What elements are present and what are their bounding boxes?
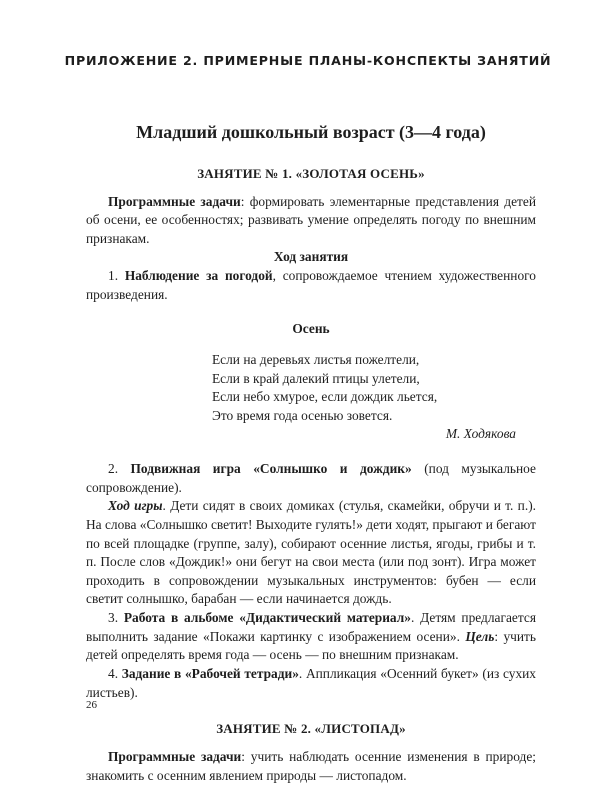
step-1 <box>86 267 536 304</box>
game-description <box>86 497 536 609</box>
step-4-number: 4. <box>108 665 122 681</box>
spacer <box>86 702 536 720</box>
poem-line: Если небо хмурое, если дождик льется, <box>212 389 438 405</box>
step-3-number: 3. <box>108 610 124 626</box>
step-4-text: . Аппликация «Осенний букет» (из сухих листьев). <box>86 665 537 700</box>
step-1-label: Наблюдение за погодой <box>124 268 273 284</box>
step-4-label: Задание в «Рабочей тетради» <box>121 665 299 681</box>
step-3-goal-text: : учить детей определять время года — осень — по внешним признакам. <box>86 628 537 663</box>
lesson1-program-tasks <box>86 193 536 249</box>
step-3 <box>86 609 536 665</box>
step-2-number: 2. <box>108 461 131 477</box>
step-2 <box>86 460 536 497</box>
poem-author: М. Ходякова <box>445 426 516 442</box>
game-label: Ход игры <box>108 498 163 514</box>
lesson2-program-tasks <box>86 748 536 785</box>
poem-title: Осень <box>292 321 330 337</box>
step-2-label: Подвижная игра «Солнышко и дождик» <box>130 461 412 477</box>
step-2-text: (под музыкальное сопровождение). <box>86 461 536 495</box>
poem-line: Это время года осенью зовется. <box>212 407 393 423</box>
appendix-header: ПРИЛОЖЕНИЕ 2. ПРИМЕРНЫЕ ПЛАНЫ-КОНСПЕКТЫ ЗАНЯТИЙ <box>64 53 552 68</box>
poem <box>212 351 536 444</box>
tasks-label: Программные задачи <box>108 193 241 209</box>
tasks-label: Программные задачи <box>108 749 242 765</box>
page-number: 26 <box>86 699 97 711</box>
poem-line: Если в край далекий птицы улетели, <box>212 370 420 386</box>
game-text: . Дети сидят в своих домиках (стулья, скамейки, обручи и т. п.). На слова «Солнышко светит! Выходите гулять!» дети ходят, прыгают и бегают по всей площадке (группе, залу), собирают осенние листья, ягоды, грибы и т. п. После слов «Дождик!» они бегут на свои места (или под зонт). Игра может проходить в сопровождении музыкальных инструментов: бубен — если светит солнышко, барабан — если начинается дождь. <box>86 498 536 607</box>
lesson1-title: ЗАНЯТИЕ № 1. «ЗОЛОТАЯ ОСЕНЬ» <box>197 165 425 181</box>
step-3-goal-label: Цель <box>465 628 495 644</box>
step-3-label: Работа в альбоме «Дидактический материал» <box>123 610 411 626</box>
step-1-number: 1. <box>108 268 125 284</box>
step-4 <box>86 665 536 702</box>
spacer <box>86 444 536 460</box>
age-group-title: Младший дошкольный возраст (3—4 года) <box>136 121 486 142</box>
step-3-text: . Детям предлагается выполнить задание «Покажи картинку с изображением осени». <box>86 610 536 644</box>
lesson2-title: ЗАНЯТИЕ № 2. «ЛИСТОПАД» <box>216 721 406 737</box>
poem-line: Если на деревьях листья пожелтели, <box>212 351 420 367</box>
step-1-text: , сопровождаемое чтением художественного произведения. <box>86 268 536 302</box>
tasks-text: : учить наблюдать осенние изменения в природе; знакомить с осенним явлением природы — листопадом. <box>86 749 536 783</box>
course-heading: Ход занятия <box>273 249 349 265</box>
tasks-text: : формировать элементарные представления детей об осени, ее особенностях; развивать умение определять погоду по внешним признакам. <box>86 193 536 246</box>
